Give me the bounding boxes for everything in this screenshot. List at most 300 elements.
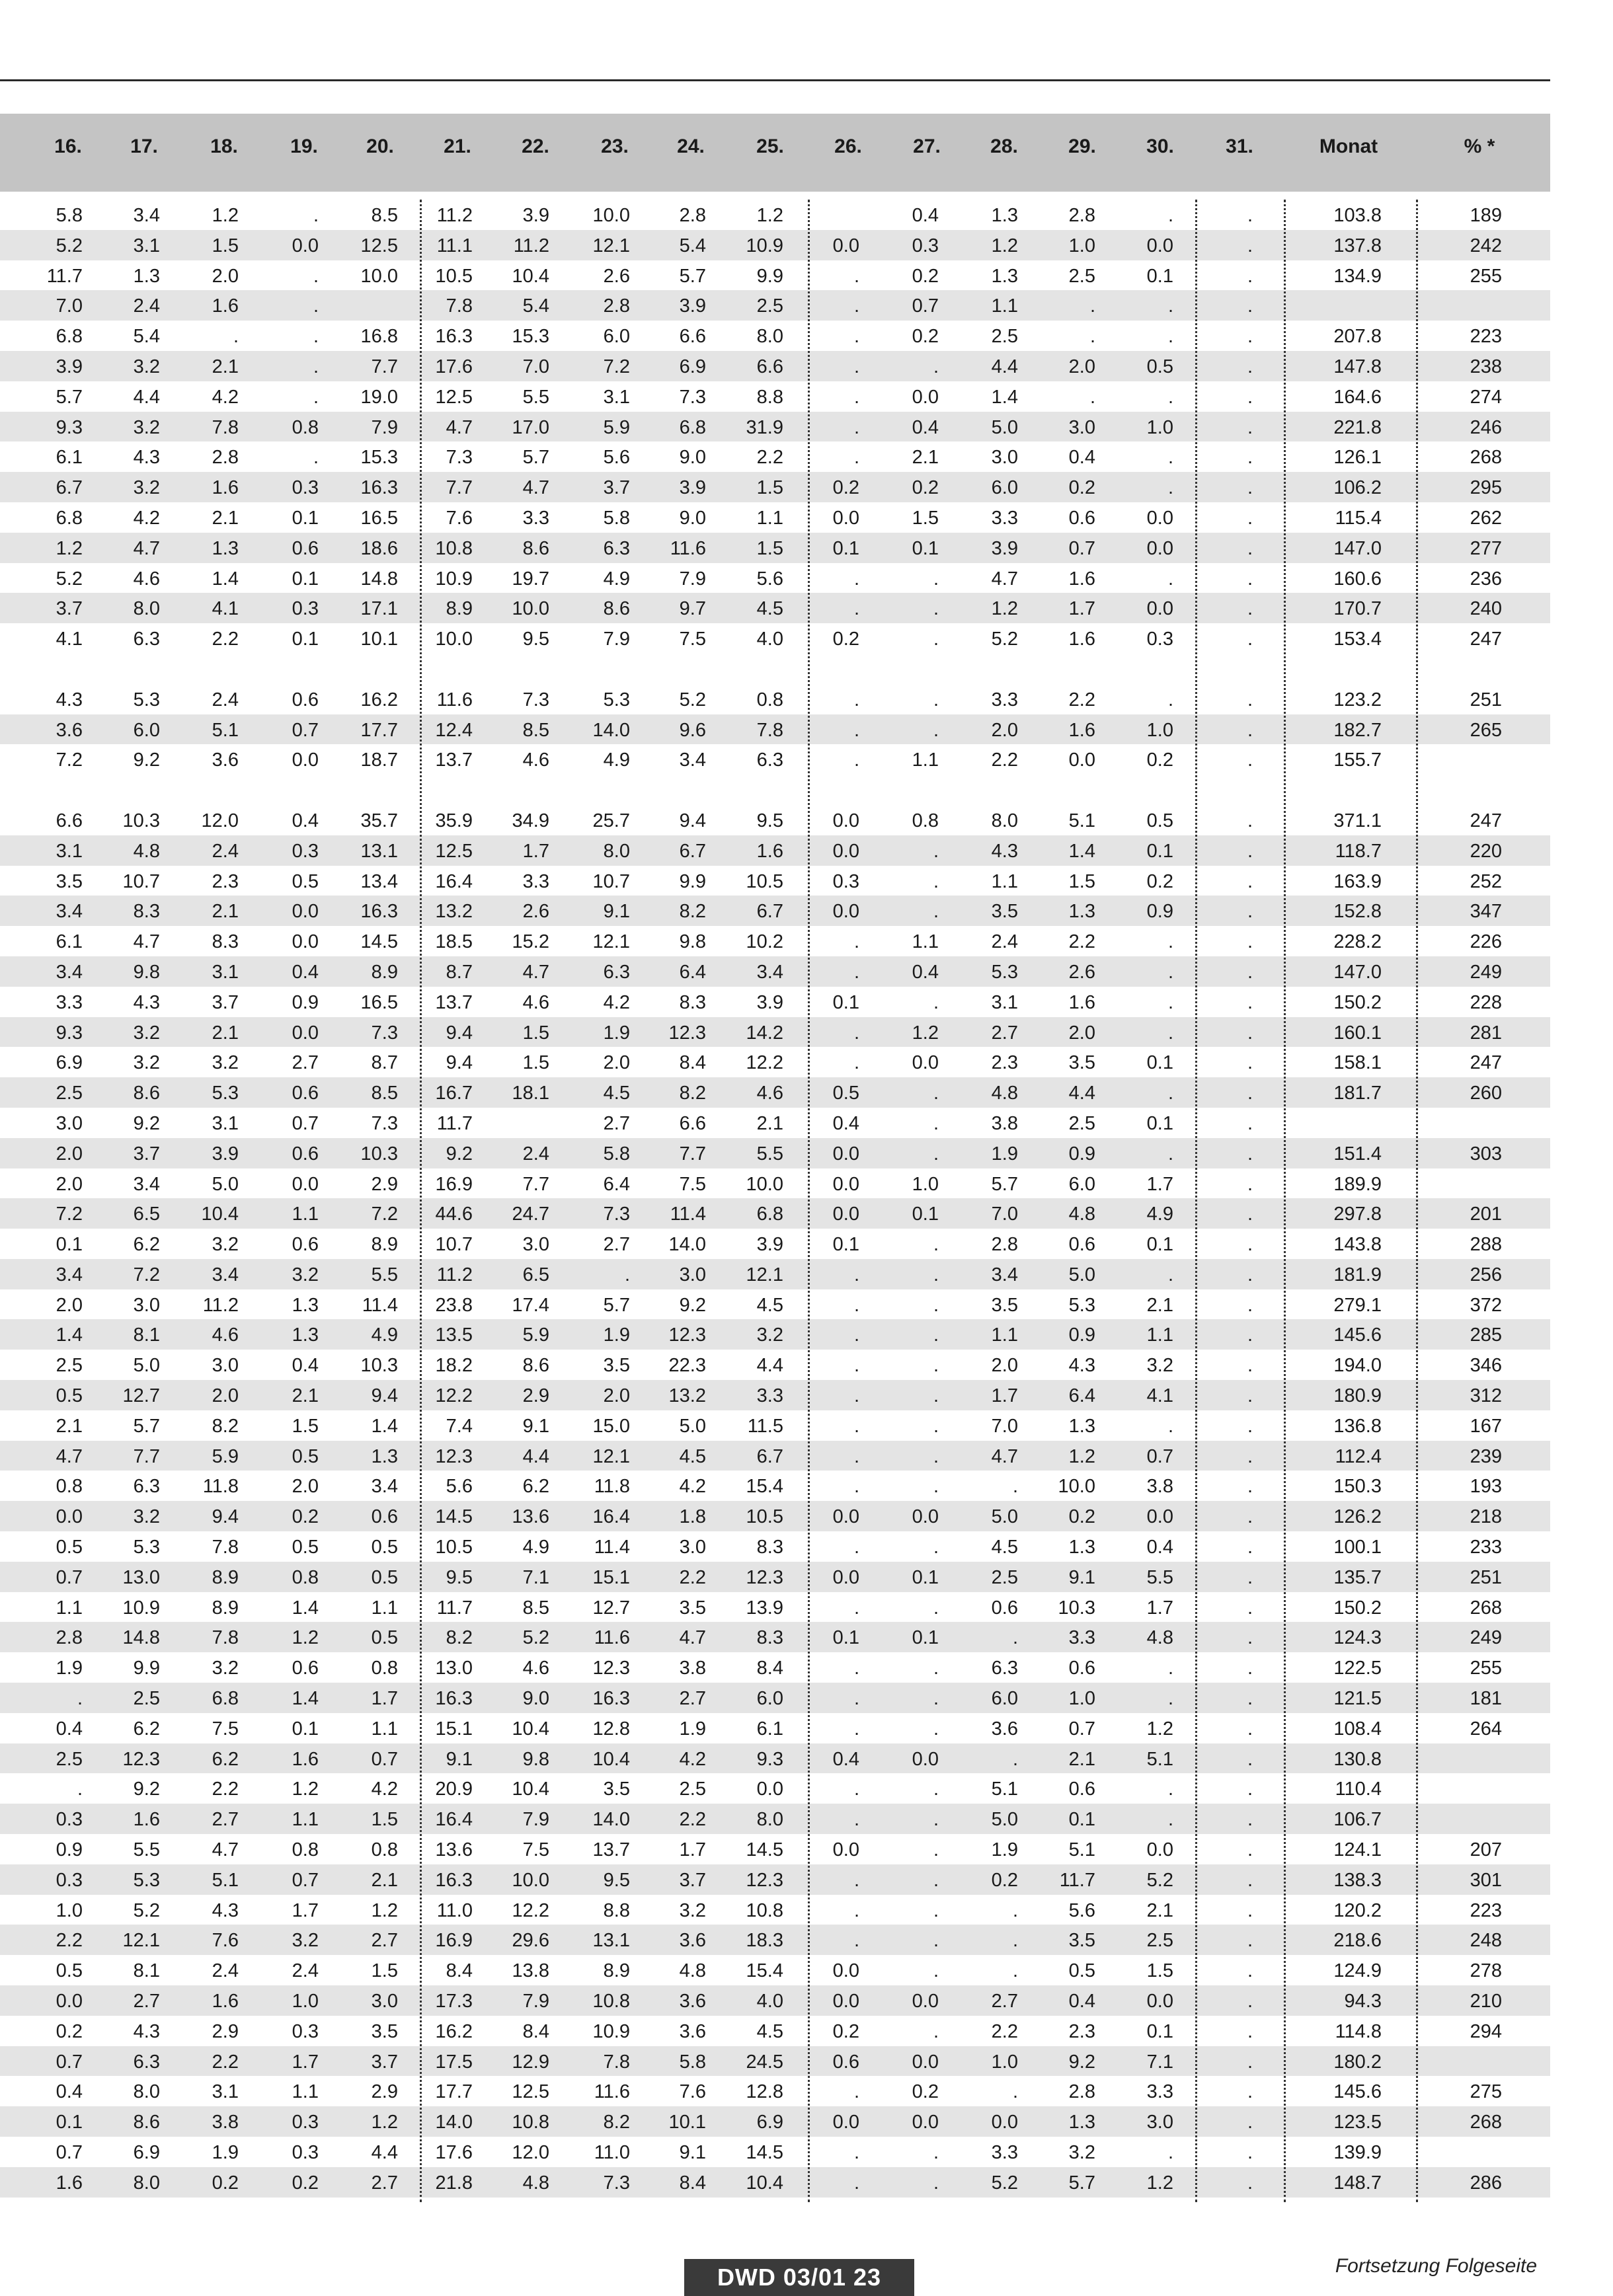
table-row [0,321,1550,351]
table-cell: 152.8 [1333,901,1382,923]
table-cell: . [853,961,859,983]
table-cell: 4.5 [756,1294,783,1316]
table-cell: 2.0 [991,1355,1018,1377]
table-cell: 8.5 [371,1083,398,1104]
table-cell: . [1247,1112,1253,1134]
table-cell: 147.0 [1333,961,1382,983]
table-cell: 12.3 [592,1658,630,1679]
table-cell: 150.2 [1333,1597,1382,1619]
table-cell: 10.8 [746,1899,783,1921]
table-cell: 11.7 [436,1112,473,1134]
table-cell: 1.7 [1068,598,1095,620]
table-cell: 5.7 [133,1415,160,1437]
table-cell: 3.0 [991,447,1018,469]
table-cell: 12.2 [512,1899,549,1921]
table-cell: 3.4 [212,1264,239,1285]
table-cell: . [933,1415,939,1437]
table-cell: 8.7 [371,1052,398,1074]
table-cell: 193 [1470,1476,1502,1498]
table-cell: 3.2 [212,1658,239,1679]
table-cell: 0.1 [912,1627,939,1649]
table-cell: 1.3 [991,205,1018,226]
table-cell: 6.5 [522,1264,549,1285]
table-cell: 12.1 [122,1930,160,1952]
page-badge: DWD 03/01 23 [684,2259,914,2296]
table-cell: 0.2 [832,2020,859,2042]
table-cell: 2.5 [1068,265,1095,287]
table-cell: 4.3 [133,2020,160,2042]
table-cell: 5.3 [991,961,1018,983]
table-cell: 151.4 [1333,1143,1382,1165]
table-cell: 35.9 [435,810,473,831]
table-cell: 4.7 [522,477,549,499]
table-cell: 12.1 [746,1264,783,1285]
table-cell: . [1247,235,1253,256]
table-cell: 2.9 [371,1173,398,1195]
table-cell: 5.0 [991,416,1018,438]
table-cell: 5.7 [679,265,706,287]
table-cell: 6.9 [756,2112,783,2133]
table-cell: 0.4 [56,2081,83,2103]
column-divider [1416,200,1418,2202]
table-cell: 4.1 [1146,1385,1173,1407]
table-cell: 3.3 [56,991,83,1013]
table-cell: . [1247,1083,1253,1104]
table-cell: 218.6 [1333,1930,1382,1952]
table-cell: 2.8 [56,1627,83,1649]
table-cell: 0.2 [832,629,859,650]
table-cell: 4.8 [522,2172,549,2194]
table-cell: 0.3 [292,598,319,620]
table-cell: 0.0 [832,901,859,923]
table-cell: 4.8 [133,840,160,862]
table-cell: 0.0 [832,1839,859,1861]
table-cell: 3.0 [522,1234,549,1256]
table-cell: 6.8 [756,1204,783,1225]
table-cell: 1.6 [292,1748,319,1770]
table-cell: 3.5 [371,2020,398,2042]
table-cell: 13.8 [512,1960,549,1982]
table-cell: 0.8 [912,810,939,831]
table-cell: . [1247,2112,1253,2133]
table-cell: . [1247,870,1253,892]
table-cell: . [1247,1052,1253,1074]
table-cell: 12.4 [435,719,473,741]
table-cell: 3.6 [212,749,239,771]
table-cell: 9.4 [446,1022,473,1044]
table-cell: 3.7 [133,1143,160,1165]
table-cell: 4.6 [522,749,549,771]
table-cell: 0.8 [292,416,319,438]
table-cell: 1.3 [292,1324,319,1346]
table-cell: 5.5 [522,386,549,408]
table-cell: 4.0 [756,1991,783,2012]
table-cell: 1.0 [1068,235,1095,256]
table-cell: . [1247,386,1253,408]
table-cell: . [1247,1234,1253,1256]
table-row [0,1531,1550,1562]
table-cell: 16.8 [360,326,398,348]
table-cell: 1.4 [371,1415,398,1437]
table-row [0,1622,1550,1652]
table-cell: 6.6 [679,1112,706,1134]
table-cell: . [1247,265,1253,287]
table-cell: 0.1 [292,629,319,650]
table-cell: 1.6 [212,295,239,317]
table-cell: 1.3 [1068,2112,1095,2133]
table-cell: 221.8 [1333,416,1382,438]
table-cell: 2.7 [991,1991,1018,2012]
table-cell: 8.9 [371,961,398,983]
table-cell: 285 [1470,1324,1502,1346]
table-cell: 9.1 [679,2142,706,2163]
table-cell: 17.1 [360,598,398,620]
table-cell: . [933,1597,939,1619]
table-cell: . [853,1899,859,1921]
table-row [0,441,1550,472]
table-cell: 2.7 [991,1022,1018,1044]
table-cell: 35.7 [360,810,398,831]
table-cell: . [933,1234,939,1256]
table-cell: 4.6 [212,1324,239,1346]
table-cell: . [853,1385,859,1407]
table-cell: 12.5 [360,235,398,256]
table-cell: 5.0 [1068,1264,1095,1285]
table-cell: 14.2 [746,1022,783,1044]
table-cell: 189.9 [1333,1173,1382,1195]
table-cell: . [1247,991,1253,1013]
table-cell: 4.9 [603,568,630,590]
table-cell: 16.3 [435,1869,473,1891]
table-cell: . [1247,1264,1253,1285]
table-cell: . [1012,1627,1018,1649]
table-cell: 2.4 [133,295,160,317]
table-cell: 3.2 [133,1022,160,1044]
table-cell: 5.1 [991,1779,1018,1800]
table-cell: 130.8 [1333,1748,1382,1770]
table-cell: 3.8 [991,1112,1018,1134]
table-cell: . [1247,205,1253,226]
table-cell: 6.1 [56,447,83,469]
table-cell: 0.8 [292,1566,319,1588]
table-cell: 295 [1470,477,1502,499]
table-cell: 0.3 [292,477,319,499]
table-cell: 5.1 [1146,1748,1173,1770]
table-cell: 0.0 [912,1052,939,1074]
table-cell: 2.0 [56,1173,83,1195]
table-cell: 3.2 [292,1930,319,1952]
table-cell: 3.4 [371,1476,398,1498]
table-cell: 7.8 [212,416,239,438]
table-cell: 18.1 [512,1083,549,1104]
table-cell: 4.9 [603,749,630,771]
table-cell: 2.0 [292,1476,319,1498]
table-cell: 0.2 [1146,870,1173,892]
table-cell: 3.6 [679,1991,706,2012]
table-cell: . [1167,931,1173,953]
table-row [0,1410,1550,1441]
table-cell: 8.9 [212,1566,239,1588]
table-cell: 8.2 [212,1415,239,1437]
table-row [0,744,1550,775]
table-cell: 7.3 [679,386,706,408]
table-cell: 8.5 [522,1597,549,1619]
table-cell: 148.7 [1333,2172,1382,2194]
table-cell: 120.2 [1333,1899,1382,1921]
table-cell: 124.9 [1333,1960,1382,1982]
table-cell: 7.5 [679,629,706,650]
table-cell: 10.5 [435,265,473,287]
table-cell: 10.0 [1058,1476,1095,1498]
table-cell: 10.4 [512,1779,549,1800]
table-cell: 103.8 [1333,205,1382,226]
table-cell: 3.0 [1146,2112,1173,2133]
table-cell: 6.1 [756,1718,783,1740]
table-cell: 260 [1470,1083,1502,1104]
table-cell: 15.1 [435,1718,473,1740]
column-divider [1284,200,1286,2202]
table-cell: . [933,1658,939,1679]
table-cell: 1.2 [912,1022,939,1044]
table-cell: 6.3 [756,749,783,771]
table-cell: 2.5 [679,1779,706,1800]
table-cell: 6.3 [133,629,160,650]
table-cell: 5.3 [133,1869,160,1891]
table-cell: 2.2 [1068,689,1095,710]
table-cell: 2.1 [56,1415,83,1437]
table-cell: 0.6 [991,1597,1018,1619]
table-cell: 2.4 [991,931,1018,953]
table-cell: 7.5 [212,1718,239,1740]
table-cell: 0.3 [292,840,319,862]
table-cell: 0.5 [371,1537,398,1558]
table-cell: . [1247,1839,1253,1861]
table-cell: 0.1 [832,1234,859,1256]
table-cell: 122.5 [1333,1658,1382,1679]
table-cell: 10.1 [668,2112,706,2133]
table-cell: 15.0 [592,1415,630,1437]
table-cell: . [1167,1809,1173,1831]
table-cell: 5.5 [756,1143,783,1165]
table-cell: 20.9 [435,1779,473,1800]
table-cell: . [1247,1445,1253,1467]
table-row [0,1834,1550,1864]
table-cell: 4.0 [756,629,783,650]
table-cell: 0.1 [292,507,319,529]
table-cell: . [1247,1537,1253,1558]
table-cell: 1.0 [1146,719,1173,741]
table-cell: . [933,870,939,892]
table-cell: 1.9 [603,1324,630,1346]
table-cell: 6.8 [212,1688,239,1710]
table-cell: 0.1 [292,1718,319,1740]
table-cell: 8.2 [603,2112,630,2133]
table-cell: 170.7 [1333,598,1382,620]
table-cell: 5.7 [991,1173,1018,1195]
table-cell: 10.4 [746,2172,783,2194]
table-cell: 3.2 [133,416,160,438]
table-cell: 0.0 [1146,1506,1173,1528]
table-cell: 124.1 [1333,1839,1382,1861]
table-cell: 0.5 [832,1083,859,1104]
table-cell: 3.2 [212,1052,239,1074]
table-cell: 2.8 [603,295,630,317]
table-cell: 7.8 [212,1537,239,1558]
table-cell: . [1167,961,1173,983]
table-cell: 1.7 [1146,1173,1173,1195]
table-cell: . [853,295,859,317]
table-cell: . [1167,447,1173,469]
table-cell: 1.5 [1146,1960,1173,1982]
table-cell: 251 [1470,1566,1502,1588]
table-cell: 3.3 [991,507,1018,529]
table-cell: 0.0 [832,840,859,862]
table-cell: 1.9 [991,1143,1018,1165]
table-row [0,1592,1550,1623]
table-cell: 4.3 [133,447,160,469]
table-cell: 3.7 [371,2051,398,2073]
table-cell: 15.2 [512,931,549,953]
table-cell: 2.1 [1146,1899,1173,1921]
table-cell: 5.2 [679,689,706,710]
table-cell: 3.4 [756,961,783,983]
table-cell: 2.2 [679,1566,706,1588]
table-cell: 6.9 [133,2142,160,2163]
table-cell: 1.5 [1068,870,1095,892]
table-cell: 1.6 [212,1991,239,2012]
table-cell: 3.4 [679,749,706,771]
table-cell: 25.7 [592,810,630,831]
table-cell: 5.1 [1068,1839,1095,1861]
table-cell: 5.2 [991,2172,1018,2194]
table-cell: . [1247,1658,1253,1679]
table-row [0,1138,1550,1168]
table-cell: . [1167,1415,1173,1437]
table-cell: 0.5 [56,1385,83,1407]
table-cell: 7.4 [446,1415,473,1437]
table-cell: 2.9 [371,2081,398,2103]
table-cell: 0.1 [912,1204,939,1225]
table-cell: 2.0 [56,1143,83,1165]
table-cell: 8.5 [371,205,398,226]
table-cell: 0.0 [292,235,319,256]
table-cell: 1.0 [991,2051,1018,2073]
table-cell: 158.1 [1333,1052,1382,1074]
table-cell: 6.6 [679,326,706,348]
table-row [0,1501,1550,1531]
column-header: Monat [1319,135,1378,157]
table-cell: . [933,1385,939,1407]
table-cell: 8.4 [756,1658,783,1679]
table-cell: . [853,1294,859,1316]
table-cell: 3.2 [756,1324,783,1346]
table-cell: 16.2 [360,689,398,710]
table-cell: 8.0 [756,1809,783,1831]
table-cell: 233 [1470,1537,1502,1558]
table-cell: 19.0 [360,386,398,408]
table-cell: 16.7 [435,1083,473,1104]
table-cell: . [1247,961,1253,983]
table-cell: 135.7 [1333,1566,1382,1588]
table-cell: . [933,1083,939,1104]
table-cell: 147.0 [1333,537,1382,559]
table-row [0,1925,1550,1955]
table-cell: 6.4 [679,961,706,983]
table-cell: 3.0 [212,1355,239,1377]
table-cell: 220 [1470,840,1502,862]
table-cell: 5.8 [679,2051,706,2073]
table-cell: 10.5 [746,1506,783,1528]
table-cell: 4.7 [56,1445,83,1467]
table-cell: 5.9 [603,416,630,438]
table-cell: 0.1 [1068,1809,1095,1831]
table-row [0,1804,1550,1834]
table-cell: 2.8 [991,1234,1018,1256]
table-cell: 160.1 [1333,1022,1382,1044]
table-cell: 265 [1470,719,1502,741]
table-row [0,2167,1550,2198]
column-header: 23. [601,135,629,157]
table-cell: 0.0 [912,1991,939,2012]
table-cell: . [313,326,319,348]
table-cell: 4.5 [991,1537,1018,1558]
table-cell: 12.3 [746,1566,783,1588]
table-cell: . [933,568,939,590]
table-cell: 12.5 [512,2081,549,2103]
table-cell: 0.7 [371,1748,398,1770]
table-cell: 6.3 [133,1476,160,1498]
table-cell: 4.3 [212,1899,239,1921]
table-cell: 0.6 [1068,1234,1095,1256]
table-cell: . [933,598,939,620]
table-cell: 7.7 [371,356,398,377]
table-cell: 13.7 [435,991,473,1013]
table-cell: 1.3 [212,537,239,559]
table-cell: 7.8 [446,295,473,317]
table-cell: 0.4 [912,961,939,983]
table-cell: 14.8 [360,568,398,590]
table-cell: 5.8 [56,205,83,226]
table-cell: 8.9 [371,1234,398,1256]
table-cell: . [1247,1143,1253,1165]
table-cell: 9.2 [446,1143,473,1165]
table-cell: 8.5 [522,719,549,741]
table-cell: 4.6 [756,1083,783,1104]
table-cell: 0.0 [1146,1839,1173,1861]
table-cell: . [1247,2172,1253,2194]
table-cell: 4.2 [679,1476,706,1498]
table-cell: 15.3 [360,447,398,469]
table-cell: 9.8 [522,1748,549,1770]
table-cell: 10.7 [122,870,160,892]
table-cell: 10.4 [201,1204,239,1225]
table-cell: 240 [1470,598,1502,620]
table-cell: 2.5 [756,295,783,317]
table-cell: 1.4 [212,568,239,590]
table-cell: 7.7 [522,1173,549,1195]
table-cell: 9.7 [679,598,706,620]
table-cell: 1.4 [1068,840,1095,862]
table-cell: 8.7 [446,961,473,983]
table-cell: 0.8 [371,1839,398,1861]
table-cell: . [853,2142,859,2163]
table-cell: 13.2 [668,1385,706,1407]
table-cell: 1.4 [991,386,1018,408]
table-cell: 14.5 [746,2142,783,2163]
table-cell: 0.3 [832,870,859,892]
table-row [0,1562,1550,1592]
table-cell: 8.0 [133,2172,160,2194]
